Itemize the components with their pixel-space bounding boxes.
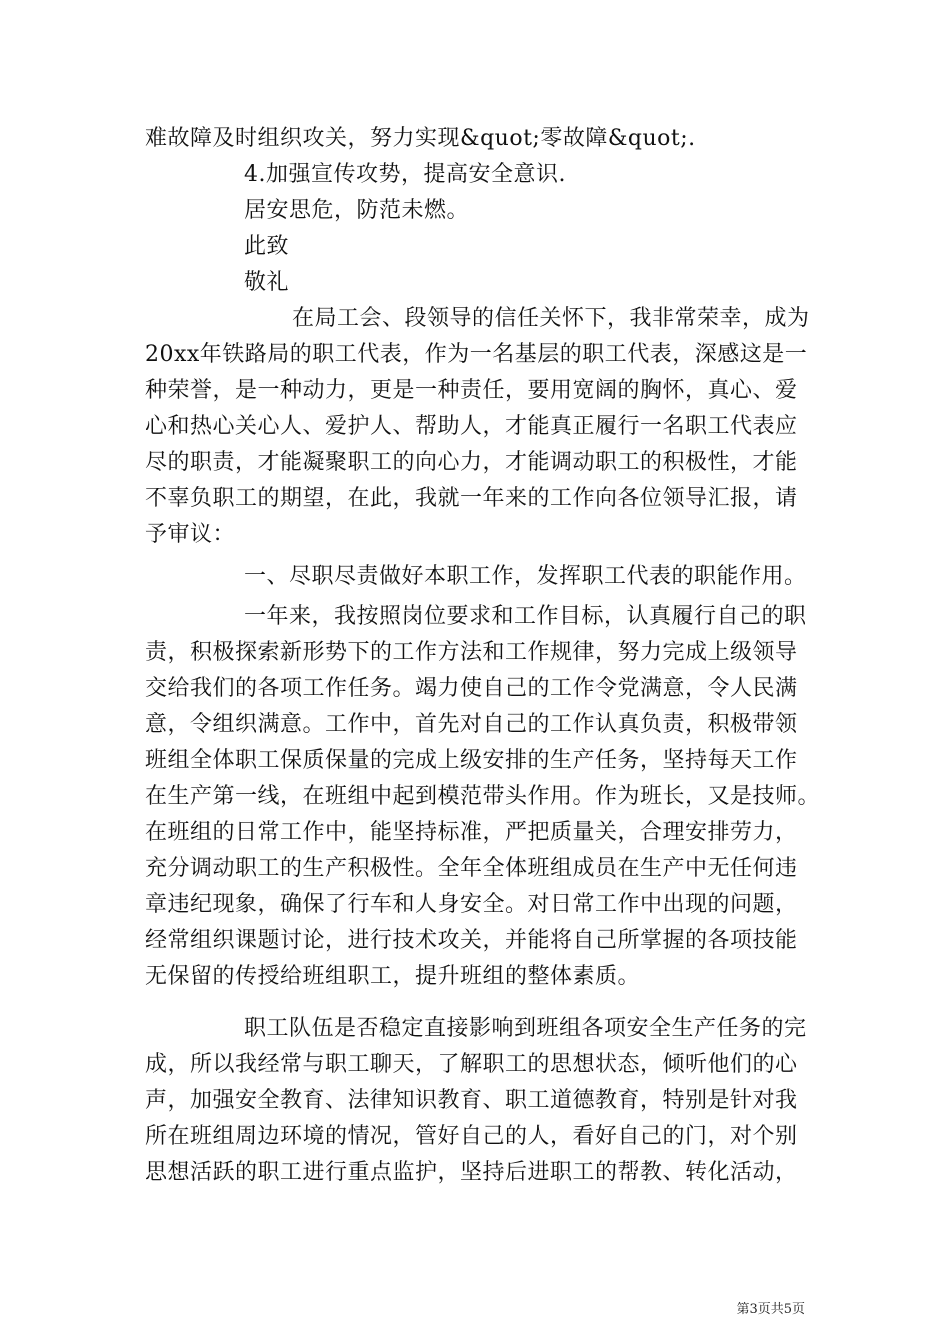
text-line: 无保留的传授给班组职工，提升班组的整体素质。 <box>145 964 641 989</box>
text-line: 章违纪现象，确保了行车和人身安全。对日常工作中出现的问题， <box>145 892 798 917</box>
text-line: 不辜负职工的期望，在此，我就一年来的工作向各位领导汇报，请 <box>145 486 798 511</box>
text-line: 在局工会、段领导的信任关怀下，我非常荣幸，成为 <box>292 306 810 331</box>
text-line: 尽的职责，才能凝聚职工的向心力，才能调动职工的积极性，才能 <box>145 450 798 475</box>
text-line: 意，令组织满意。工作中，首先对自己的工作认真负责，积极带领 <box>145 712 798 737</box>
text-line: 居安思危，防范未燃。 <box>244 198 470 223</box>
text-line: 4.加强宣传攻势，提高安全意识. <box>244 162 566 187</box>
text-line: 成，所以我经常与职工聊天，了解职工的思想状态，倾听他们的心 <box>145 1052 798 1077</box>
text-line: 难故障及时组织攻关，努力实现&quot;零故障&quot;. <box>145 126 696 151</box>
text-line: 予审议： <box>145 522 236 547</box>
text-line: 此致 <box>244 234 290 259</box>
text-line: 思想活跃的职工进行重点监护，坚持后进职工的帮教、转化活动， <box>145 1160 798 1185</box>
text-line: 交给我们的各项工作任务。竭力使自己的工作令党满意，令人民满 <box>145 676 798 701</box>
text-line: 20xx年铁路局的职工代表，作为一名基层的职工代表，深感这是一 <box>145 342 808 367</box>
text-line: 敬礼 <box>244 270 290 295</box>
text-line: 充分调动职工的生产积极性。全年全体班组成员在生产中无任何违 <box>145 856 798 881</box>
text-line: 在生产第一线，在班组中起到模范带头作用。作为班长，又是技师。 <box>145 784 821 809</box>
text-line: 经常组织课题讨论，进行技术攻关，并能将自己所掌握的各项技能 <box>145 928 798 953</box>
text-line: 责，积极探索新形势下的工作方法和工作规律，努力完成上级领导 <box>145 640 798 665</box>
text-line: 班组全体职工保质保量的完成上级安排的生产任务，坚持每天工作 <box>145 748 798 773</box>
text-line: 声，加强安全教育、法律知识教育、职工道德教育，特别是针对我 <box>145 1088 798 1113</box>
text-line: 在班组的日常工作中，能坚持标准，严把质量关，合理安排劳力， <box>145 820 798 845</box>
text-line: 心和热心关心人、爱护人、帮助人，才能真正履行一名职工代表应 <box>145 414 798 439</box>
section-heading: 一、尽职尽责做好本职工作，发挥职工代表的职能作用。 <box>244 564 807 589</box>
text-line: 职工队伍是否稳定直接影响到班组各项安全生产任务的完 <box>244 1016 807 1041</box>
text-line: 种荣誉，是一种动力，更是一种责任，要用宽阔的胸怀，真心、爱 <box>145 378 798 403</box>
page-number: 第3页共5页 <box>736 1302 805 1317</box>
text-line: 所在班组周边环境的情况，管好自己的人，看好自己的门，对个别 <box>145 1124 798 1149</box>
text-line: 一年来，我按照岗位要求和工作目标，认真履行自己的职 <box>244 604 807 629</box>
